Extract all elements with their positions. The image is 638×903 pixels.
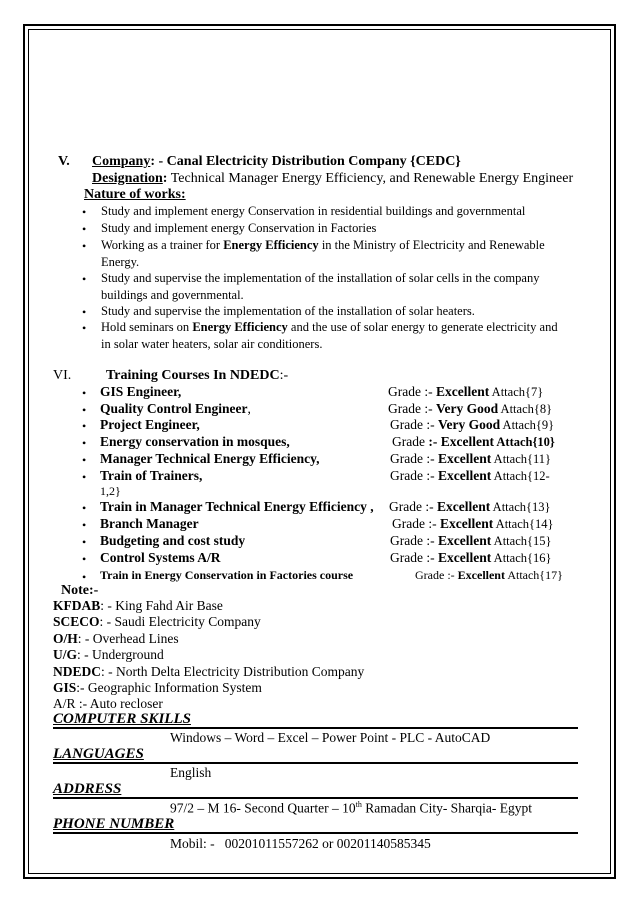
course-name: Train of Trainers, [100,468,203,483]
course-name: Energy conservation in mosques, [100,434,290,449]
bullet-icon: • [82,518,87,532]
note-item: SCECO: - Saudi Electricity Company [53,614,261,629]
company-line [92,154,461,170]
work-item: Hold seminars on Energy Efficiency and the use of solar energy to generate electricity and in solar water heaters, solar air conditioners. [101,320,558,351]
bullet-icon: • [82,436,87,450]
notes-title: Note:- [61,583,99,598]
note-item: A/R :- Auto recloser [53,696,163,711]
address-value: 97/2 – M 16- Second Quarter – 10th Ramadan City- Sharqia- Egypt [170,800,533,816]
company-value: : - Canal Electricity Distribution Company {CEDC} [150,154,461,169]
bullet-icon: • [82,205,87,219]
course-grade: Grade :- Excellent Attach{12- [390,468,550,483]
work-item: Study and implement energy Conservation in residential buildings and governmental [101,204,526,218]
course-name: Project Engineer, [100,417,200,432]
designation-label: Designation [92,171,163,186]
course-grade: Grade :- Excellent Attach{7} [388,384,544,399]
course-name: Quality Control Engineer, [100,401,251,416]
course-grade: Grade :- Excellent Attach{10} [392,434,555,449]
note-item: U/G: - Underground [53,647,164,662]
designation-value: Technical Manager Energy Efficiency, and Renewable Energy Engineer [167,171,574,186]
course-name: Branch Manager [100,516,199,531]
computer-skills-value: Windows – Word – Excel – Power Point - PLC - AutoCAD [170,730,491,745]
bullet-icon: • [82,386,87,400]
work-item: Study and supervise the implementation of the installation of solar cells in the company buildings and governmental. [101,271,540,302]
course-name: GIS Engineer, [100,384,182,399]
section-vi-number: VI. [53,368,72,383]
company-label: Company [92,154,151,169]
bullet-icon: • [82,535,87,549]
course-grade: Grade :- Excellent Attach{16} [390,550,552,565]
section-rule [53,727,578,729]
bullet-icon: • [82,272,87,286]
work-item: Working as a trainer for Energy Efficiency in the Ministry of Electricity and Renewable Energy. [101,238,545,269]
course-grade: Grade :- Excellent Attach{15} [390,533,552,548]
phone-heading: PHONE NUMBER [53,816,175,832]
designation-line [92,171,573,187]
training-title: Training Courses In NDEDC:- [106,368,289,383]
phone-value: Mobil: - 00201011557262 or 00201140585345 [170,836,431,851]
bullet-icon: • [82,239,87,253]
bullet-icon: • [82,501,87,515]
work-item: Study and supervise the implementation of the installation of solar heaters. [101,304,475,318]
section-rule [53,832,578,834]
course-grade: Grade :- Excellent Attach{17} [415,568,563,582]
bullet-icon: • [82,222,87,236]
computer-skills-heading: COMPUTER SKILLS [53,711,191,727]
course-name: Train in Manager Technical Energy Efficiency , [100,499,374,514]
course-grade: Grade :- Very Good Attach{9} [390,417,555,432]
nature-of-works-label: Nature of works: [84,187,186,202]
course-name: Control Systems A/R [100,550,221,565]
bullet-icon: • [82,552,87,566]
bullet-icon: • [82,403,87,417]
languages-heading: LANGUAGES [53,746,144,762]
designation-colon: : [162,171,168,186]
course-name: Manager Technical Energy Efficiency, [100,451,320,466]
address-heading: ADDRESS [53,781,122,797]
work-item: Study and implement energy Conservation in Factories [101,221,377,235]
bullet-icon: • [82,453,87,467]
section-v-number: V. [58,154,70,169]
bullet-icon: • [82,470,87,484]
course-name: Budgeting and cost study [100,533,246,548]
section-rule [53,762,578,764]
note-item: GIS:- Geographic Information System [53,680,262,695]
course-grade: Grade :- Excellent Attach{13} [389,499,551,514]
bullet-icon: • [82,321,87,335]
course-attach-continued: 1,2} [100,484,121,498]
bullet-icon: • [82,570,87,584]
note-item: KFDAB: - King Fahd Air Base [53,598,223,613]
course-grade: Grade :- Excellent Attach{14} [392,516,554,531]
bullet-icon: • [82,419,87,433]
note-item: O/H: - Overhead Lines [53,631,179,646]
note-item: NDEDC: - North Delta Electricity Distribution Company [53,664,365,679]
course-name: Train in Energy Conservation in Factories course [100,568,354,582]
section-rule [53,797,578,799]
course-grade: Grade :- Excellent Attach{11} [390,451,552,466]
languages-value: English [170,765,212,780]
course-grade: Grade :- Very Good Attach{8} [388,401,553,416]
bullet-icon: • [82,305,87,319]
